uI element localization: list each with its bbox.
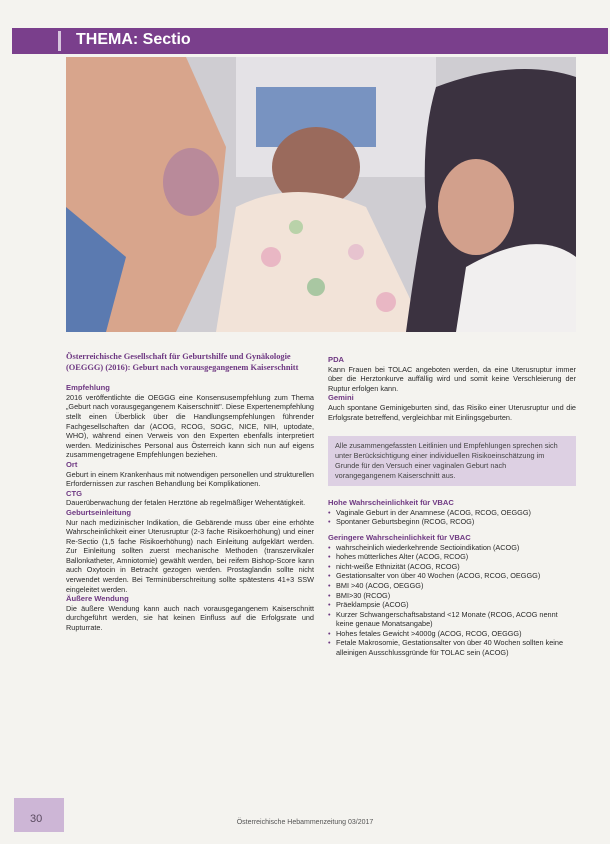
list-item: • Vaginale Geburt in der Anamnese (ACOG, RCOG, OEGGG)	[328, 508, 576, 518]
list-item: • Fetale Makrosomie, Gestationsalter von über 40 Wochen sollten keine alleinigen Ausschlussgründe für TOLAC sein (ACOG)	[328, 638, 576, 657]
section-pda	[328, 355, 576, 393]
list-item: • Kurzer Schwangerschaftsabstand <12 Monate (RCOG, ACOG nennt keine genaue Monatsangabe)	[328, 610, 576, 629]
section-heading: Geburtseinleitung	[66, 507, 131, 517]
section-empfehlung	[66, 383, 314, 460]
section-heading: Ort	[66, 459, 78, 469]
list-item: • Präeklampsie (ACOG)	[328, 600, 576, 610]
list-item: • BMI >40 (ACOG, OEGGG)	[328, 581, 576, 591]
section-text: Nur nach medizinischer Indikation, die Gebärende muss über eine erhöhte Wahrscheinlichkeit einer Uterusruptur (2-3 fache Risikoerhöhung) und einer Re-Sectio (1,5 fache Risikoerhöhung) nach Einleitung aufgeklärt werden. Zur Einleitung sollten zuerst mechanische Methoden (transzervikaler Ballonkatheter, Amniotomie) gewählt werden, bei reifem Bishop-Score kann auch Oxytocin in Betracht gezogen werden. Prostaglandin sollte nicht verwendet werden. Bei Terminüberschreitung sollte spätestens 41+3 SSW eingeleitet werden.	[66, 517, 314, 594]
article-photo	[66, 57, 576, 332]
section-heading: Gemini	[328, 393, 354, 403]
right-column	[328, 355, 576, 664]
section-text: Auch spontane Geminigeburten sind, das Risiko einer Uterusruptur und die Erfolgsrate betreffend, vergleichbar mit Einlingsgeburten.	[328, 402, 576, 422]
list-item: • BMI>30 (RCOG)	[328, 591, 576, 601]
list-item: • hohes mütterliches Alter (ACOG, RCOG)	[328, 552, 576, 562]
list-item: • nicht-weiße Ethnizität (ACOG, RCOG)	[328, 562, 576, 572]
page-number: 30	[30, 813, 43, 825]
section-text: Kann Frauen bei TOLAC angeboten werden, da eine Uterusruptur immer über die Herztonkurve auffällig wird und somit keine Verschleierung der Ruptur erfolgen kann.	[328, 364, 576, 393]
section-heading: PDA	[328, 355, 345, 364]
section-heading: CTG	[66, 488, 83, 498]
list-item: • Spontaner Geburtsbeginn (RCOG, RCOG)	[328, 517, 576, 527]
list-item: • wahrscheinlich wiederkehrende Sectioindikation (ACOG)	[328, 543, 576, 553]
section-ctg	[66, 489, 314, 508]
section-text: Die äußere Wendung kann auch nach vorausgegangenem Kaiserschnitt durchgeführt werden, sie hat keinen Einfluss auf die Erfolgsrate und Rupturrate.	[66, 603, 314, 633]
section-header-bar	[12, 28, 608, 54]
section-geburtseinleitung	[66, 508, 314, 594]
article-title: Österreichische Gesellschaft für Geburtshilfe und Gynäkologie (OEGGG) (2016): Geburt nach vorausgegangenem Kaiserschnitt	[66, 352, 299, 372]
list-item: • Hohes fetales Gewicht >4000g (ACOG, RCOG, OEGGG)	[328, 629, 576, 639]
list-item: • Gestationsalter von über 40 Wochen (ACOG, RCOG, OEGGG)	[328, 571, 576, 581]
section-heading: Äußere Wendung	[66, 594, 129, 604]
section-gemini	[328, 393, 576, 422]
list-high-probability	[328, 498, 576, 527]
list-low-probability	[328, 533, 576, 658]
section-text: 2016 veröffentlichte die OEGGG eine Konsensusempfehlung zum Thema „Geburt nach vorausgegangenem Kaiserschnitt". Diese Expertenempfehlung stellt einen Überblick über die Handlungsempfehlungen führender Fachgesellschaften dar (ACOG, RCOG, SOGC, NICE, NIH, uptodate, WHO), während einen Verweis von den Experten ebenfalls interpretiert werden. Medizinisches Personal aus Österreich kann sich nun auf eigens zusammengetragene Empfehlungen beziehen.	[66, 392, 314, 460]
list-title: Geringere Wahrscheinlichkeit für VBAC	[328, 532, 471, 542]
bullet-list	[328, 543, 576, 658]
section-heading: Empfehlung	[66, 383, 110, 393]
list-title: Hohe Wahrscheinlichkeit für VBAC	[328, 498, 454, 508]
section-ort	[66, 460, 314, 489]
publication-footer: Österreichische Hebammenzeitung 03/2017	[236, 819, 374, 826]
summary-callout-box: Alle zusammengefassten Leitlinien und Empfehlungen sprechen sich unter Berücksichtigung einer individuellen Risikoeinschätzung im Grunde für den Versuch einer vaginalen Geburt nach vorangegangenem Kaiserschnitt aus.	[328, 436, 576, 486]
section-text: Geburt in einem Krankenhaus mit notwendigen personellen und strukturellen Erfordernissen zur raschen Behandlung bei Komplikationen.	[66, 469, 314, 489]
header-accent-stripe	[58, 31, 61, 51]
left-column	[66, 352, 314, 633]
bullet-list	[328, 508, 576, 527]
section-text: Dauerüberwachung der fetalen Herztöne ab regelmäßiger Wehentätigkeit.	[66, 498, 306, 508]
section-aeussere-wendung	[66, 594, 314, 632]
section-title: THEMA: Sectio	[76, 31, 191, 48]
